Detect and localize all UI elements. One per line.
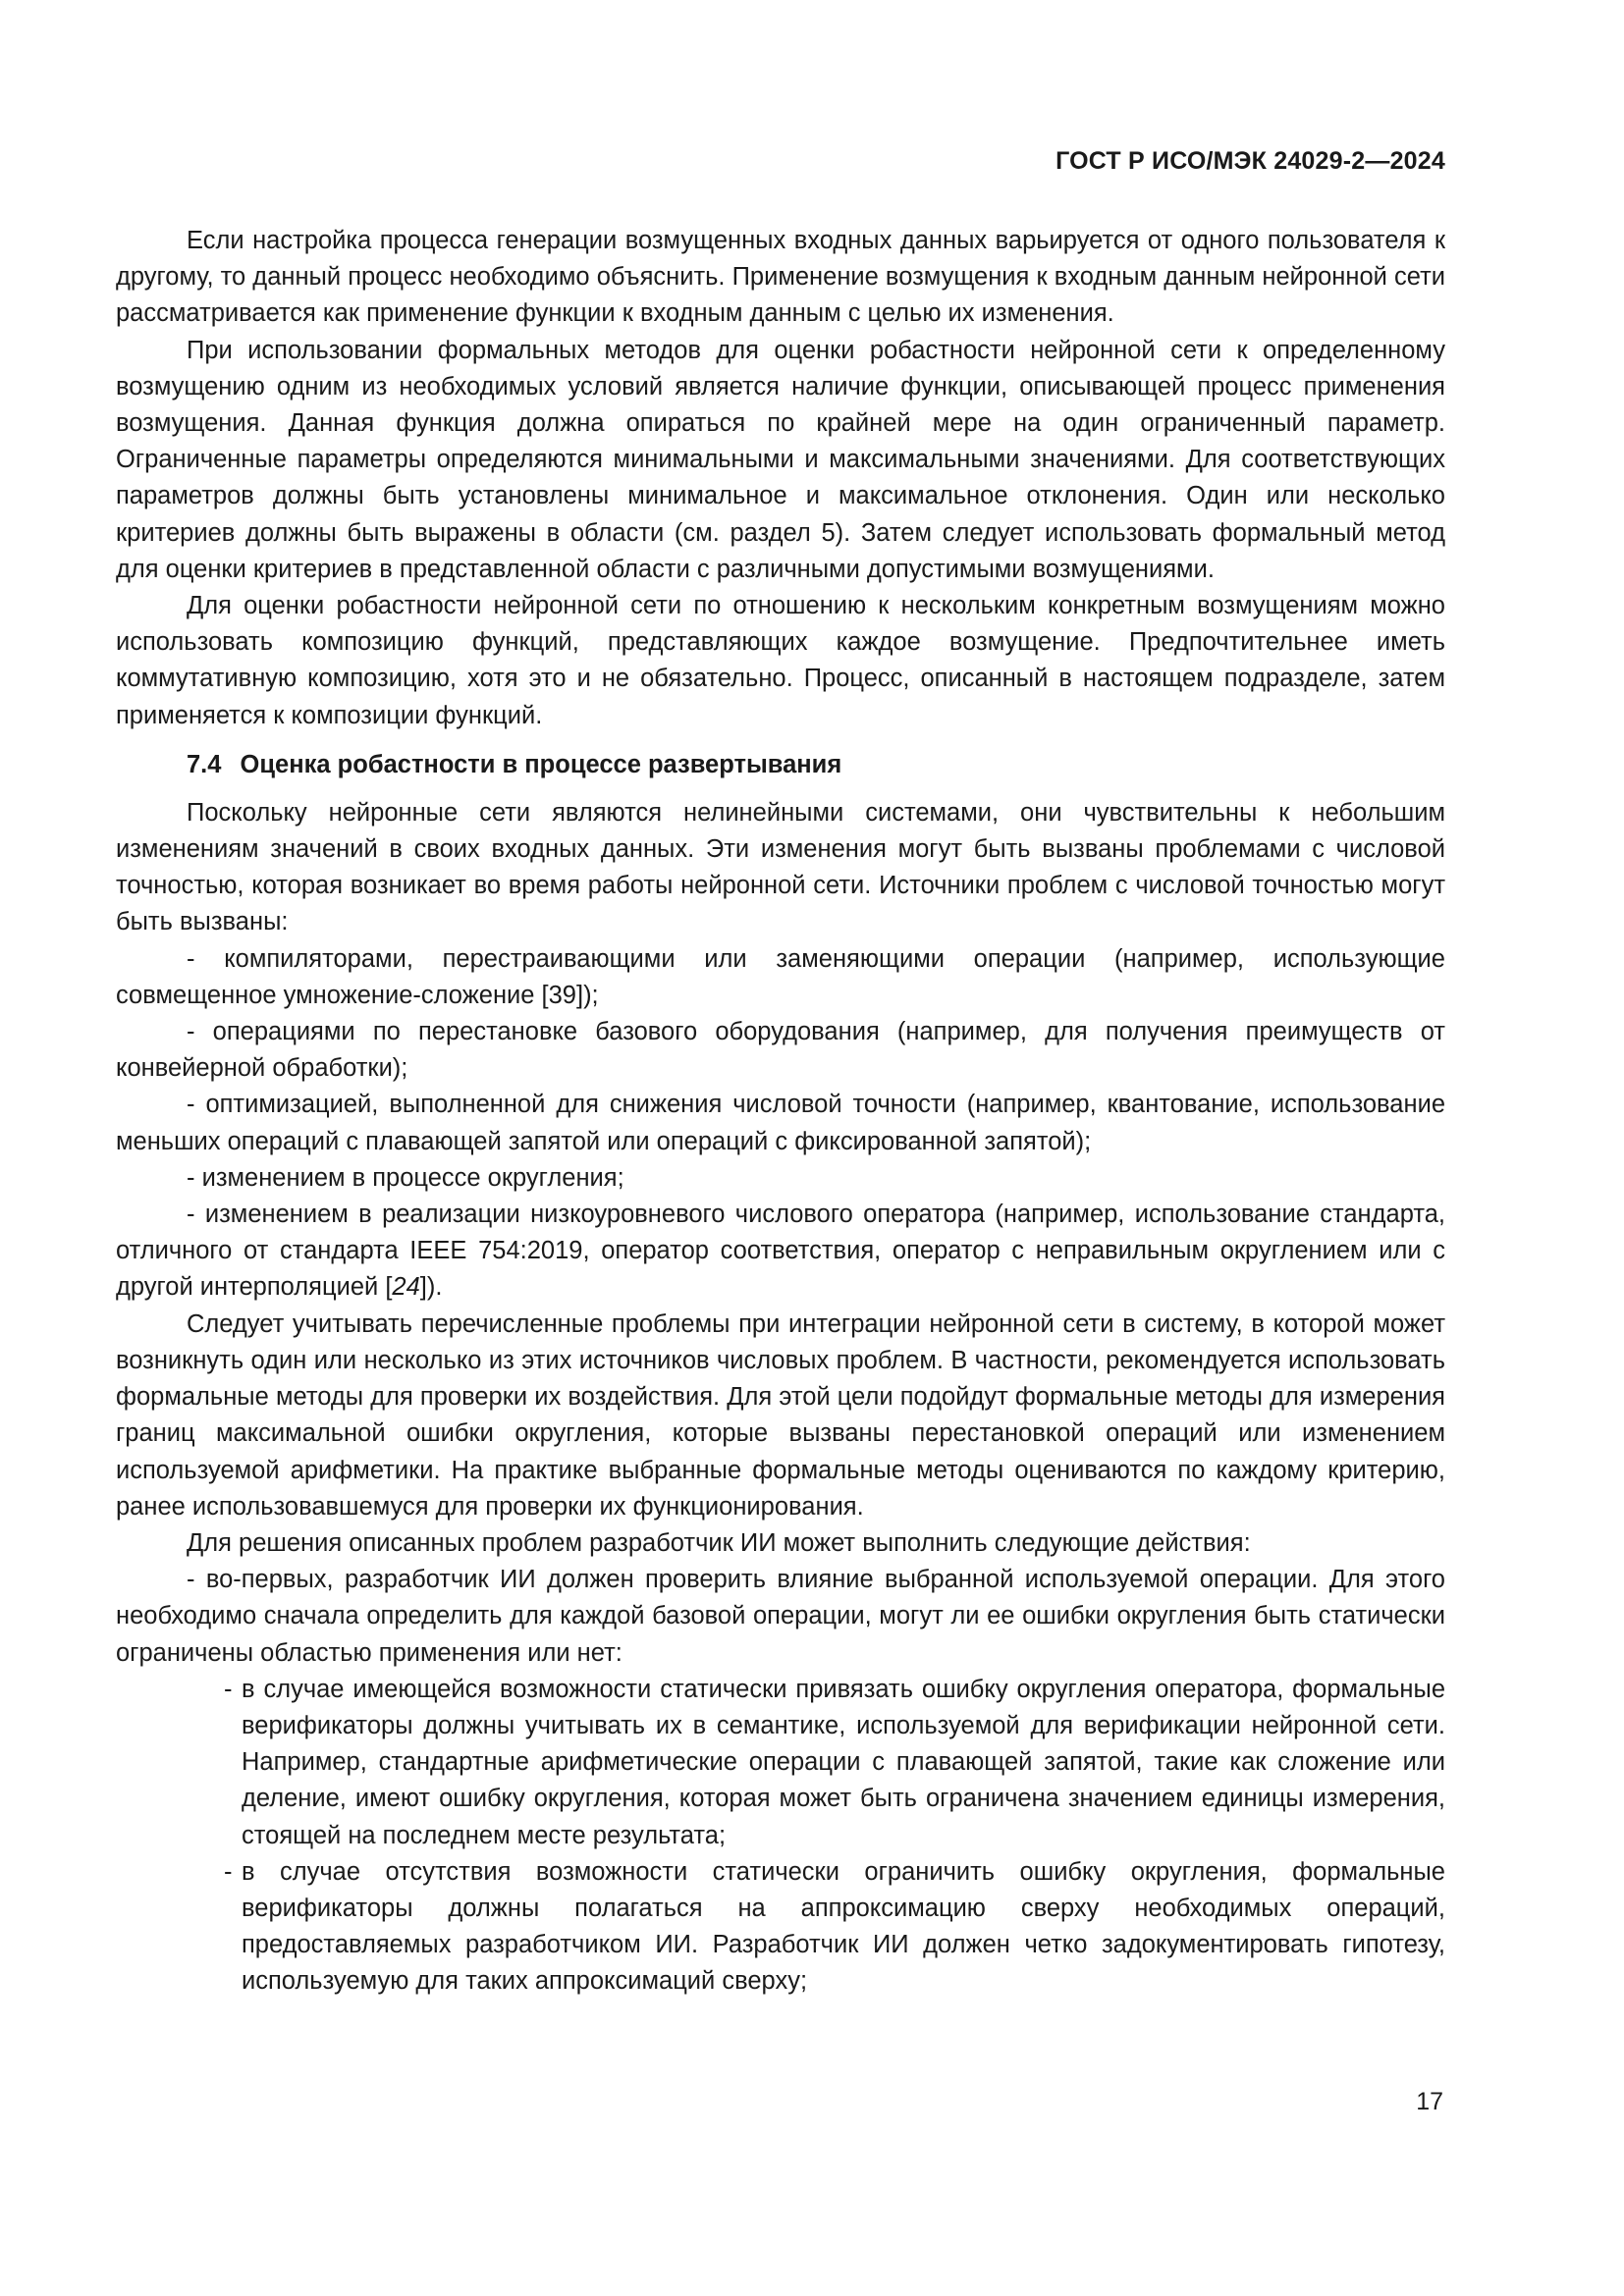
paragraph: Если настройка процесса генерации возмущенных входных данных варьируется от одного пользователя к другому, то данный процесс необходимо объяснить. Применение возмущения к входным данным нейронной сети рассматривается как применение функции к входным данным с целью их изменения.	[116, 227, 1445, 328]
section-heading	[116, 747, 1445, 783]
list-item-end: ]).	[419, 1273, 443, 1302]
page-number: 17	[1416, 2088, 1443, 2115]
dash-marker: -	[224, 1675, 233, 1703]
dash-marker: -	[224, 1857, 233, 1886]
paragraph: Для решения описанных проблем разработчик ИИ может выполнить следующие действия:	[187, 1528, 1251, 1557]
sub-list-item-text: в случае отсутствия возможности статически ограничить ошибку округления, формальные верификаторы должны полагаться на аппроксимацию сверху необходимых операций, предоставляемых разработчиком ИИ. Разработчик ИИ должен четко задокументировать гипотезу, используемую для таких аппроксимаций сверху;	[242, 1857, 1445, 1996]
paragraph: При использовании формальных методов для оценки робастности нейронной сети к определенному возмущению одним из необходимых условий является наличие функции, описывающей процесс применения возмущения. Данная функция должна опираться по крайней мере на один ограниченный параметр. Ограниченные параметры определяются минимальными и максимальными значениями. Для соответствующих параметров должны быть установлены минимальное и максимальное отклонения. Один или несколько критериев должны быть выражены в области (см. раздел 5). Затем следует использовать формальный метод для оценки критериев в представленной области с различными допустимыми возмущениями.	[116, 336, 1445, 583]
section-number: 7.4	[187, 750, 222, 778]
document-header: ГОСТ Р ИСО/МЭК 24029-2—2024	[1056, 147, 1445, 175]
list-item: - компиляторами, перестраивающими или заменяющими операции (например, использующие совмещенное умножение-сложение [39]);	[116, 944, 1445, 1009]
paragraph: Следует учитывать перечисленные проблемы при интеграции нейронной сети в систему, в которой может возникнуть один или несколько из этих источников числовых проблем. В частности, рекомендуется использовать формальные методы для проверки их воздействия. Для этой цели подойдут формальные методы для измерения границ максимальной ошибки округления, которые вызваны перестановкой операций или изменением используемой арифметики. На практике выбранные формальные методы оцениваются по каждому критерию, ранее использовавшемуся для проверки их функционирования.	[116, 1309, 1445, 1521]
paragraph: Для оценки робастности нейронной сети по отношению к нескольким конкретным возмущениям можно использовать композицию функций, представляющих каждое возмущение. Предпочтительнее иметь коммутативную композицию, хотя это и не обязательно. Процесс, описанный в настоящем подразделе, затем применяется к композиции функций.	[116, 592, 1445, 729]
sub-list-item	[116, 1672, 1445, 1854]
list-item: - изменением в процессе округления;	[187, 1163, 624, 1192]
reference-number: 24	[392, 1273, 420, 1302]
list-item: - операциями по перестановке базового оборудования (например, для получения преимуществ от конвейерной обработки);	[116, 1018, 1445, 1083]
list-item	[116, 1197, 1445, 1307]
page-body	[116, 223, 1445, 2001]
section-title: Оценка робастности в процессе развертывания	[240, 750, 842, 778]
paragraph: Поскольку нейронные сети являются нелинейными системами, они чувствительны к небольшим изменениям значений в своих входных данных. Эти изменения могут быть вызваны проблемами с числовой точностью, которая возникает во время работы нейронной сети. Источники проблем с числовой точностью могут быть вызваны:	[116, 798, 1445, 936]
list-item-text: - изменением в реализации низкоуровневого числового оператора (например, использование стандарта, отличного от стандарта IEEE 754:2019, оператор соответствия, оператор с неправильным округлением или с другой интерполяцией [	[116, 1201, 1445, 1302]
sub-list-item-text: в случае имеющейся возможности статически привязать ошибку округления оператора, формальные верификаторы должны учитывать их в семантике, используемой для верификации нейронной сети. Например, стандартные арифметические операции с плавающей запятой, такие как сложение или деление, имеют ошибку округления, которая может быть ограничена значением единицы измерения, стоящей на последнем месте результата;	[242, 1675, 1445, 1849]
list-item: - оптимизацией, выполненной для снижения числовой точности (например, квантование, использование меньших операций с плавающей запятой или операций с фиксированной запятой);	[116, 1091, 1445, 1155]
sub-list-item	[116, 1854, 1445, 2001]
list-item: - во-первых, разработчик ИИ должен проверить влияние выбранной используемой операции. Для этого необходимо сначала определить для каждой базовой операции, могут ли ее ошибки округления быть статически ограничены областью применения или нет:	[116, 1566, 1445, 1667]
